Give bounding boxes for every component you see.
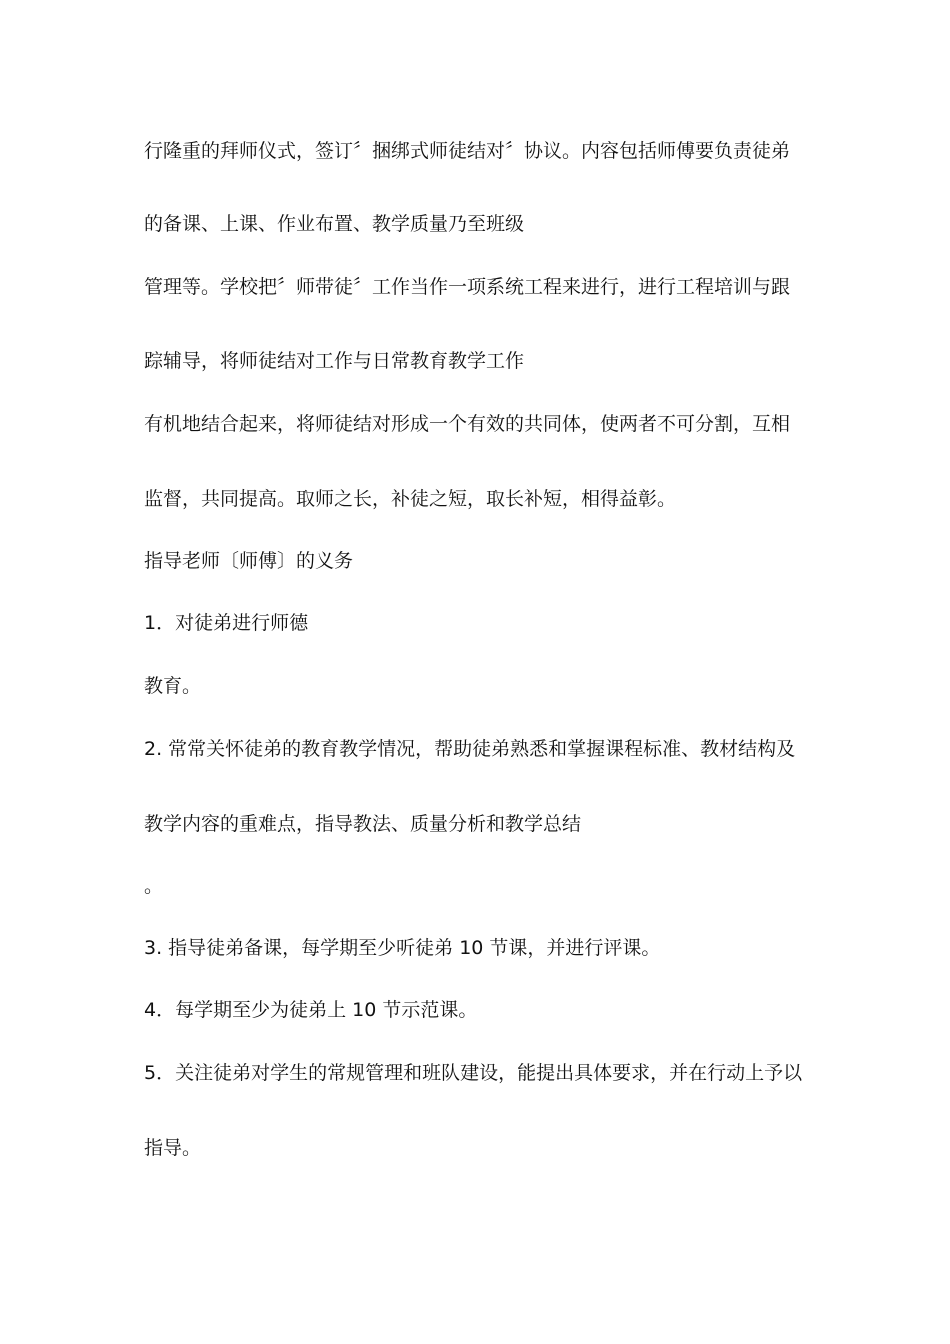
list-item: 1．对徒弟进行师德 xyxy=(144,612,309,634)
list-item: 3. 指导徒弟备课，每学期至少听徒弟 10 节课，并进行评课。 xyxy=(144,937,661,959)
text-line: 踪辅导，将师徒结对工作与日常教育教学工作 xyxy=(144,350,525,372)
text-line: 的备课、上课、作业布置、教学质量乃至班级 xyxy=(144,213,525,235)
text-line: 管理等。学校把〞师带徒〞工作当作一项系统工程来进行，进行工程培训与跟 xyxy=(144,276,791,298)
text-line: 教学内容的重难点，指导教法、质量分析和教学总结 xyxy=(144,813,582,835)
text-line: 行隆重的拜师仪式，签订〞捆绑式师徒结对〞协议。内容包括师傅要负责徒弟 xyxy=(144,140,791,162)
list-item: 2. 常常关怀徒弟的教育教学情况，帮助徒弟熟悉和掌握课程标准、教材结构及 xyxy=(144,738,796,760)
text-line: 教育。 xyxy=(144,675,202,697)
text-line: 。 xyxy=(144,875,164,897)
text-line: 监督，共同提高。取师之长，补徒之短，取长补短，相得益彰。 xyxy=(144,488,677,510)
text-line: 指导。 xyxy=(144,1137,202,1159)
list-item: 4．每学期至少为徒弟上 10 节示范课。 xyxy=(144,999,478,1021)
list-item: 5．关注徒弟对学生的常规管理和班队建设，能提出具体要求，并在行动上予以 xyxy=(144,1062,803,1084)
text-line: 有机地结合起来，将师徒结对形成一个有效的共同体，使两者不可分割，互相 xyxy=(144,413,791,435)
section-heading: 指导老师〔师傅〕的义务 xyxy=(144,550,354,572)
